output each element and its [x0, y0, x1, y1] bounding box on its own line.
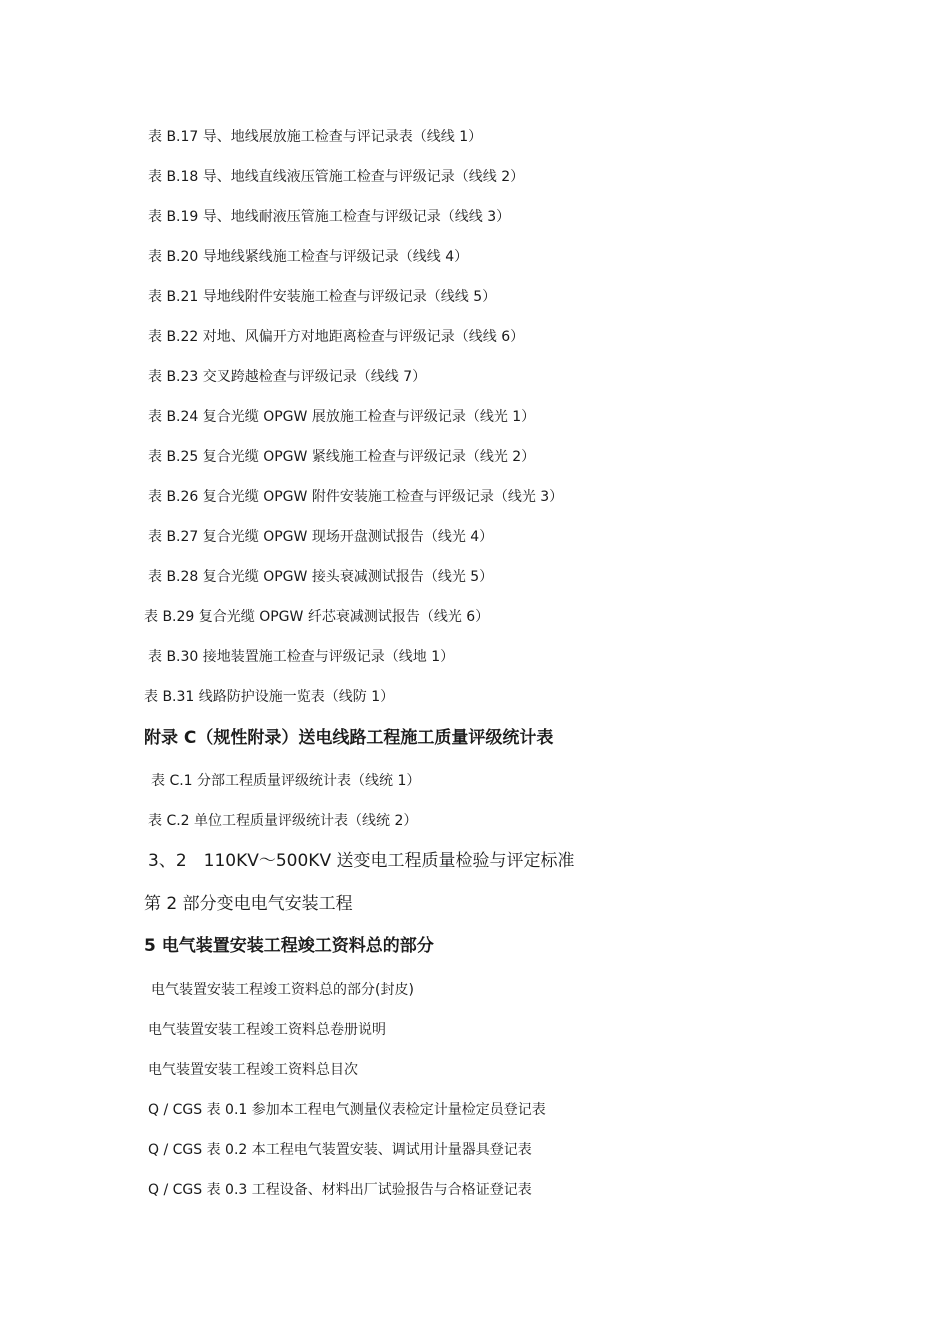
part-2-heading: 第 2 部分变电电气安装工程 [144, 894, 353, 914]
toc-entry-b27: 表 B.27 复合光缆 OPGW 现场开盘测试报告（线光 4） [148, 529, 494, 545]
toc-entry-volume-notes: 电气装置安装工程竣工资料总卷册说明 [148, 1022, 386, 1038]
toc-entry-b20: 表 B.20 导地线紧线施工检查与评级记录（线线 4） [148, 249, 469, 265]
toc-entry-c1: 表 C.1 分部工程质量评级统计表（线统 1） [151, 773, 421, 789]
toc-entry-b31: 表 B.31 线路防护设施一览表（线防 1） [144, 689, 395, 705]
toc-entry-contents: 电气装置安装工程竣工资料总目次 [148, 1062, 358, 1078]
toc-entry-cgs-0-2: Q / CGS 表 0.2 本工程电气装置安装、调试用计量器具登记表 [148, 1142, 532, 1158]
toc-entry-b19: 表 B.19 导、地线耐液压管施工检查与评级记录（线线 3） [148, 209, 511, 225]
toc-entry-cgs-0-3: Q / CGS 表 0.3 工程设备、材料出厂试验报告与合格证登记表 [148, 1182, 532, 1198]
toc-entry-cover: 电气装置安装工程竣工资料总的部分(封皮) [151, 982, 414, 998]
appendix-c-heading: 附录 C（规性附录）送电线路工程施工质量评级统计表 [144, 728, 554, 748]
toc-entry-b29: 表 B.29 复合光缆 OPGW 纤芯衰减测试报告（线光 6） [144, 609, 490, 625]
toc-entry-c2: 表 C.2 单位工程质量评级统计表（线统 2） [148, 813, 418, 829]
toc-entry-b24: 表 B.24 复合光缆 OPGW 展放施工检查与评级记录（线光 1） [148, 409, 536, 425]
toc-entry-b23: 表 B.23 交叉跨越检查与评级记录（线线 7） [148, 369, 427, 385]
toc-entry-cgs-0-1: Q / CGS 表 0.1 参加本工程电气测量仪表检定计量检定员登记表 [148, 1102, 546, 1118]
toc-entry-b21: 表 B.21 导地线附件安装施工检查与评级记录（线线 5） [148, 289, 497, 305]
toc-entry-b30: 表 B.30 接地装置施工检查与评级记录（线地 1） [148, 649, 455, 665]
standard-heading: 3、2 110KV～500KV 送变电工程质量检验与评定标准 [148, 851, 575, 871]
section-5-heading: 5 电气装置安装工程竣工资料总的部分 [144, 936, 434, 956]
toc-entry-b18: 表 B.18 导、地线直线液压管施工检查与评级记录（线线 2） [148, 169, 525, 185]
toc-entry-b26: 表 B.26 复合光缆 OPGW 附件安装施工检查与评级记录（线光 3） [148, 489, 564, 505]
toc-entry-b28: 表 B.28 复合光缆 OPGW 接头衰减测试报告（线光 5） [148, 569, 494, 585]
toc-entry-b22: 表 B.22 对地、风偏开方对地距离检查与评级记录（线线 6） [148, 329, 525, 345]
toc-entry-b25: 表 B.25 复合光缆 OPGW 紧线施工检查与评级记录（线光 2） [148, 449, 536, 465]
toc-entry-b17: 表 B.17 导、地线展放施工检查与评记录表（线线 1） [148, 129, 483, 145]
